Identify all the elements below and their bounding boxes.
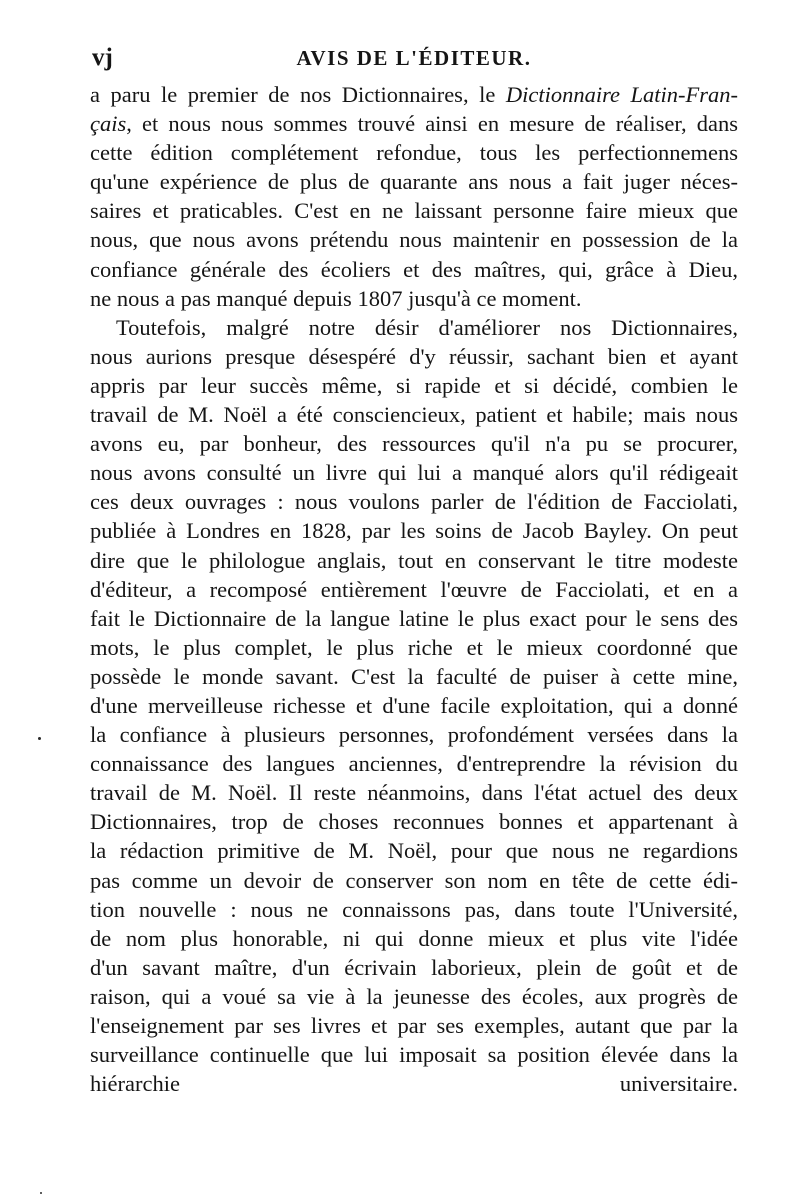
text-line: çais, et nous nous sommes trouvé ainsi en mesure de réaliser, dans [90,111,738,137]
text-line: la confiance à plusieurs personnes, profondément versées dans la [90,722,738,748]
text-line: connaissance des langues anciennes, d'entreprendre la révision du [90,751,738,777]
text-line: raison, qui a voué sa vie à la jeunesse des écoles, aux progrès de [90,983,738,1009]
paragraph-1 [90,80,738,313]
running-title: AVIS DE L'ÉDITEUR. [296,46,532,70]
margin-ink-speck [40,1192,42,1194]
text-line: ne nous a pas manqué depuis 1807 jusqu'à ce moment. [90,285,582,311]
text-line: mots, le plus complet, le plus riche et le mieux coordonné que [90,634,738,660]
margin-ink-speck [38,737,41,740]
text-line: travail de M. Noël. Il reste néanmoins, dans l'état actuel des deux [90,780,738,806]
text-line: l'enseignement par ses livres et par ses exemples, autant que par la [90,1013,738,1038]
text-line: Dictionnaires, trop de choses reconnues bonnes et appartenant à [90,809,738,835]
text-line: d'éditeur, a recomposé entièrement l'œuvre de Facciolati, et en a [90,576,738,602]
text-line: dire que le philologue anglais, tout en conservant le titre modeste [90,547,738,573]
text-line: d'un savant maître, d'un écrivain laborieux, plein de goût et de [90,954,738,980]
text-line: avons eu, par bonheur, des ressources qu'il n'a pu se procurer, [90,431,738,457]
body-text [90,80,738,1156]
text-line: confiance générale des écoliers et des maîtres, qui, grâce à Dieu, [90,256,738,282]
text-line: Toutefois, malgré notre désir d'améliorer nos Dictionnaires, [116,314,738,340]
text-line: hiérarchie universitaire. [90,1071,738,1097]
running-header [90,40,738,74]
text-line [90,1098,738,1127]
text-line: nous avons consulté un livre qui lui a manqué alors qu'il rédigeait [90,460,738,486]
text-line: tion nouvelle : nous ne connaissons pas, dans toute l'Université, [90,896,738,922]
text-line: cette édition complétement refondue, tous les perfectionnemens [90,140,738,166]
text-line: nous, que nous avons prétendu nous maintenir en possession de la [90,227,738,253]
text-line: possède le monde savant. C'est la faculté de puiser à cette mine, [90,663,738,689]
text-line: pas comme un devoir de conserver son nom en tête de cette édi- [90,867,738,893]
text-line: surveillance continuelle que lui imposait sa position élevée dans la [90,1042,738,1068]
page-number: vj [92,44,113,71]
text-line: qu'une expérience de plus de quarante ans nous a fait juger néces- [90,169,738,195]
text-line: d'une merveilleuse richesse et d'une facile exploitation, qui a donné [90,692,738,718]
text-line: a paru le premier de nos Dictionnaires, le Dictionnaire Latin-Fran- [90,82,739,107]
text-line: publiée à Londres en 1828, par les soins de Jacob Bayley. On peut [90,518,738,544]
paragraph-2 [90,313,738,1157]
text-line: travail de M. Noël a été consciencieux, patient et habile; mais nous [90,402,738,428]
text-line: la rédaction primitive de M. Noël, pour que nous ne regardions [90,838,738,864]
text-line [90,1127,738,1156]
text-line: fait le Dictionnaire de la langue latine le plus exact pour le sens des [90,605,738,631]
text-line: ces deux ouvrages : nous voulons parler de l'édition de Facciolati, [90,489,738,515]
text-line: de nom plus honorable, ni qui donne mieux et plus vite l'idée [90,925,738,951]
text-line: appris par leur succès même, si rapide et si décidé, combien le [90,372,738,398]
text-line: saires et praticables. C'est en ne laissant personne faire mieux que [90,198,738,224]
text-line: nous aurions presque désespéré d'y réussir, sachant bien et ayant [90,343,738,369]
